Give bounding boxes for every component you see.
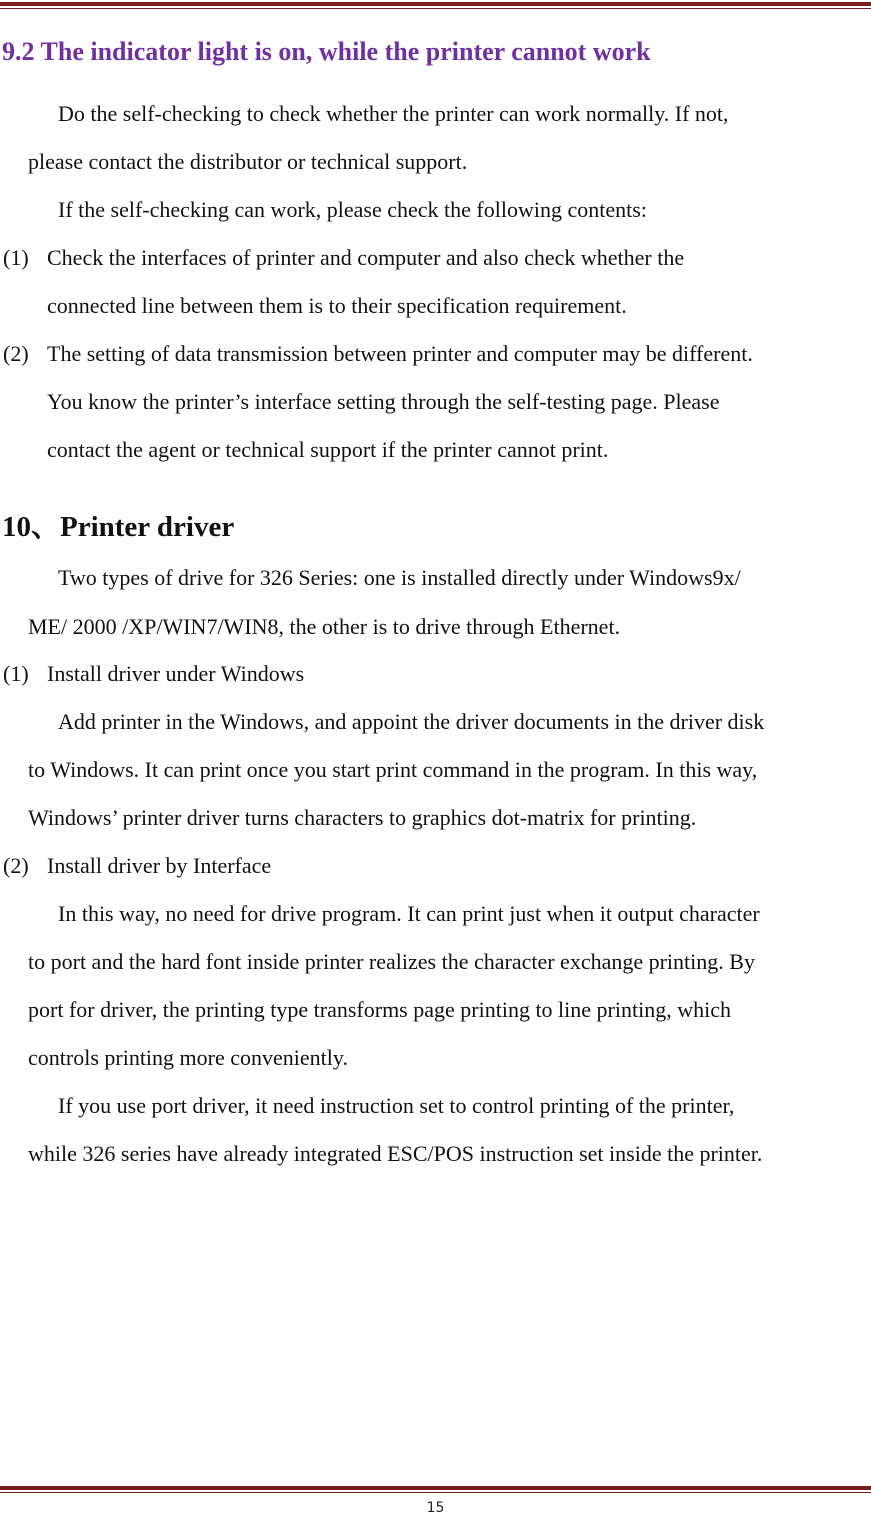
list-item-line: contact the agent or technical support if the printer cannot print. — [47, 437, 609, 462]
item2-body-line: to port and the hard font inside printer realizes the character exchange printing. By — [28, 949, 755, 974]
section-9-2-para1-line1: Do the self-checking to check whether the printer can work normally. If not, — [58, 101, 729, 126]
footer-rule-thin — [0, 1492, 871, 1493]
item1-body-line: Windows’ printer driver turns characters to graphics dot-matrix for printing. — [28, 805, 697, 830]
list-item-line: Check the interfaces of printer and computer and also check whether the — [47, 245, 685, 270]
list-item-line: You know the printer’s interface setting through the self-testing page. Please — [47, 389, 720, 414]
section-10-intro-line2: ME/ 2000 /XP/WIN7/WIN8, the other is to drive through Ethernet. — [28, 614, 621, 639]
section-10-intro-line1: Two types of drive for 326 Series: one is installed directly under Windows9x/ — [58, 565, 741, 590]
item1-body-line: to Windows. It can print once you start print command in the program. In this way, — [28, 757, 758, 782]
list-item-line: connected line between them is to their specification requirement. — [47, 293, 627, 318]
item2-body-line: In this way, no need for drive program. It can print just when it output character — [58, 901, 760, 926]
footer-rule-thick — [0, 1486, 871, 1490]
item1-body-line: Add printer in the Windows, and appoint the driver documents in the driver disk — [58, 709, 765, 734]
item2-body-line: port for driver, the printing type transforms page printing to line printing, which — [28, 997, 731, 1022]
item2-body2-line: If you use port driver, it need instruction set to control printing of the printer, — [58, 1093, 735, 1118]
list-item-number: (2) — [3, 853, 29, 878]
header-rule-thin — [0, 8, 871, 9]
list-item-number: (1) — [3, 661, 29, 686]
item2-body2-line: while 326 series have already integrated ESC/POS instruction set inside the printer. — [28, 1141, 763, 1166]
section-9-2-para2: If the self-checking can work, please check the following contents: — [58, 197, 647, 222]
section-9-2-heading: 9.2 The indicator light is on, while the printer cannot work — [2, 37, 651, 66]
header-rule-thick — [0, 2, 871, 6]
item2-title: Install driver by Interface — [47, 853, 272, 878]
page-number: 15 — [426, 1500, 445, 1516]
list-item-line: The setting of data transmission between printer and computer may be different. — [47, 341, 753, 366]
item1-title: Install driver under Windows — [47, 661, 305, 686]
list-item-number: (1) — [3, 245, 29, 270]
list-item-number: (2) — [3, 341, 29, 366]
section-10-heading: 10、Printer driver — [2, 511, 235, 543]
section-9-2-para1-line2: please contact the distributor or technical support. — [28, 149, 468, 174]
item2-body-line: controls printing more conveniently. — [28, 1045, 348, 1070]
